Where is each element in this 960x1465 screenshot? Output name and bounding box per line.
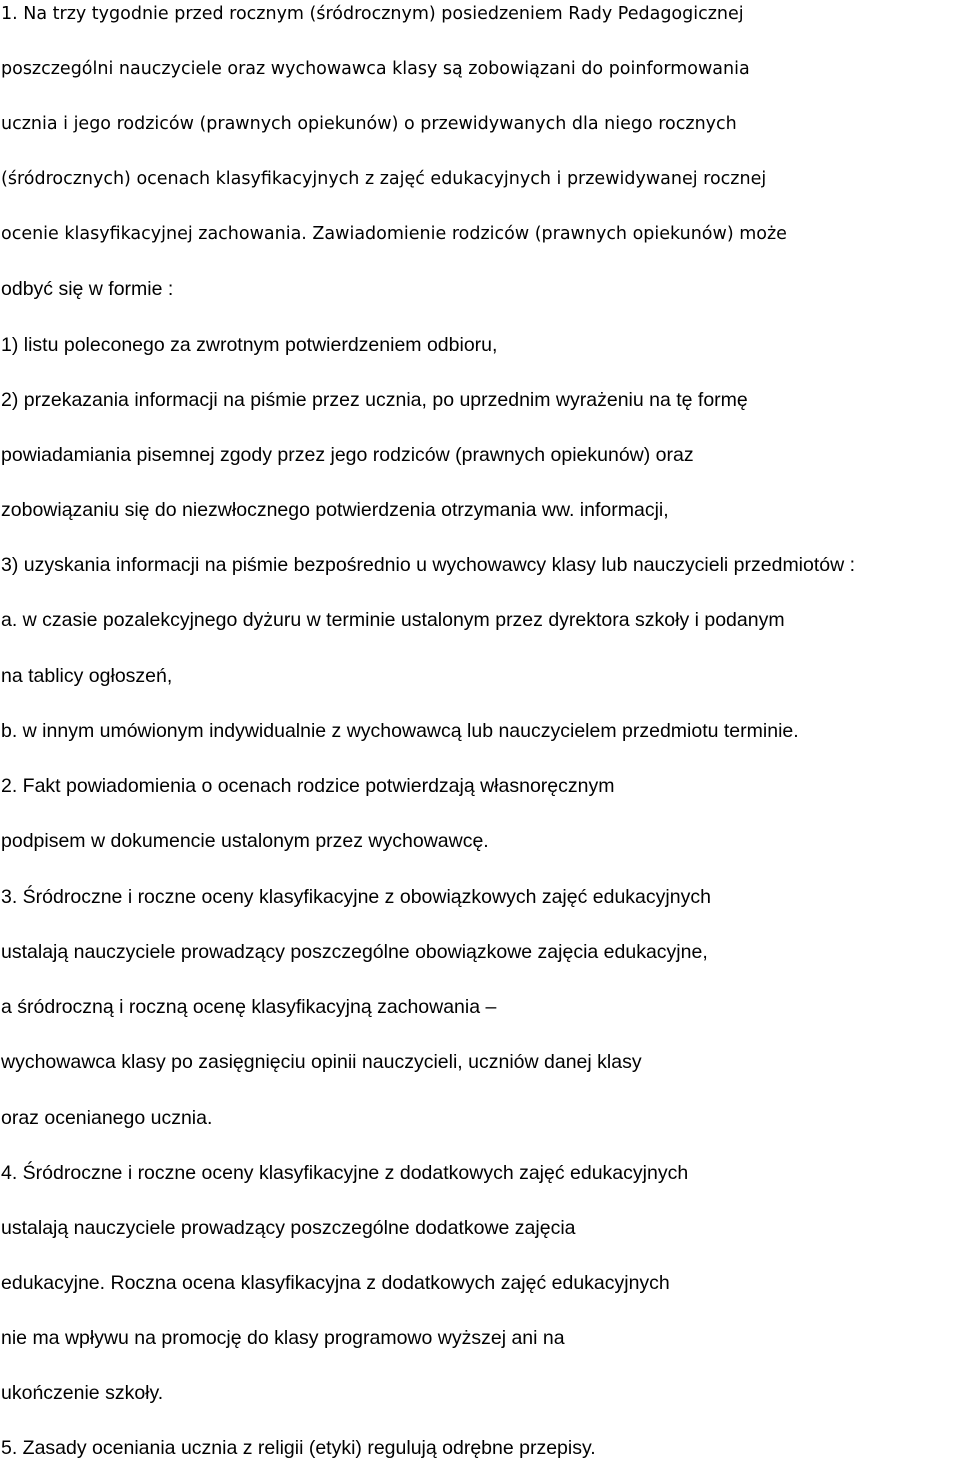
text-line-15: 2. Fakt powiadomienia o ocenach rodzice potwierdzają własnoręcznym [1, 775, 615, 797]
text-line-18: ustalają nauczyciele prowadzący poszczególne obowiązkowe zajęcia edukacyjne, [1, 941, 708, 963]
text-line-9: powiadamiania pisemnej zgody przez jego rodziców (prawnych opiekunów) oraz [1, 444, 694, 466]
text-line-22: 4. Śródroczne i roczne oceny klasyfikacyjne z dodatkowych zajęć edukacyjnych [1, 1162, 689, 1184]
text-line-3: ucznia i jego rodziców (prawnych opiekunów) o przewidywanych dla niego rocznych [1, 114, 737, 134]
text-line-20: wychowawca klasy po zasięgnięciu opinii nauczycieli, uczniów danej klasy [1, 1051, 642, 1073]
text-line-14: b. w innym umówionym indywidualnie z wychowawcą lub nauczycielem przedmiotu terminie. [1, 720, 799, 742]
text-line-11: 3) uzyskania informacji na piśmie bezpośrednio u wychowawcy klasy lub nauczycieli przedmiotów : [1, 554, 856, 576]
text-line-10: zobowiązaniu się do niezwłocznego potwierdzenia otrzymania ww. informacji, [1, 499, 669, 521]
text-line-4: (śródrocznych) ocenach klasyfikacyjnych z zajęć edukacyjnych i przewidywanej rocznej [1, 169, 767, 189]
text-line-12: a. w czasie pozalekcyjnego dyżuru w terminie ustalonym przez dyrektora szkoły i podanym [1, 609, 785, 631]
text-line-25: nie ma wpływu na promocję do klasy programowo wyższej ani na [1, 1327, 565, 1349]
text-line-5: ocenie klasyfikacyjnej zachowania. Zawiadomienie rodziców (prawnych opiekunów) może [1, 224, 787, 244]
text-line-26: ukończenie szkoły. [1, 1382, 164, 1404]
text-line-2: poszczególni nauczyciele oraz wychowawca klasy są zobowiązani do poinformowania [1, 59, 750, 79]
text-line-24: edukacyjne. Roczna ocena klasyfikacyjna z dodatkowych zajęć edukacyjnych [1, 1272, 670, 1294]
text-line-17: 3. Śródroczne i roczne oceny klasyfikacyjne z obowiązkowych zajęć edukacyjnych [1, 886, 711, 908]
text-line-13: na tablicy ogłoszeń, [1, 665, 173, 687]
text-line-16: podpisem w dokumencie ustalonym przez wychowawcę. [1, 830, 489, 852]
text-line-8: 2) przekazania informacji na piśmie przez ucznia, po uprzednim wyrażeniu na tę formę [1, 389, 748, 411]
text-line-21: oraz ocenianego ucznia. [1, 1107, 213, 1129]
text-line-1: 1. Na trzy tygodnie przed rocznym (śródrocznym) posiedzeniem Rady Pedagogicznej [1, 4, 744, 24]
text-line-27: 5. Zasady oceniania ucznia z religii (etyki) regulują odrębne przepisy. [1, 1437, 596, 1459]
text-line-7: 1) listu poleconego za zwrotnym potwierdzeniem odbioru, [1, 334, 498, 356]
text-line-6: odbyć się w formie : [1, 278, 174, 300]
text-line-19: a śródroczną i roczną ocenę klasyfikacyjną zachowania – [1, 996, 497, 1018]
text-line-23: ustalają nauczyciele prowadzący poszczególne dodatkowe zajęcia [1, 1217, 576, 1239]
